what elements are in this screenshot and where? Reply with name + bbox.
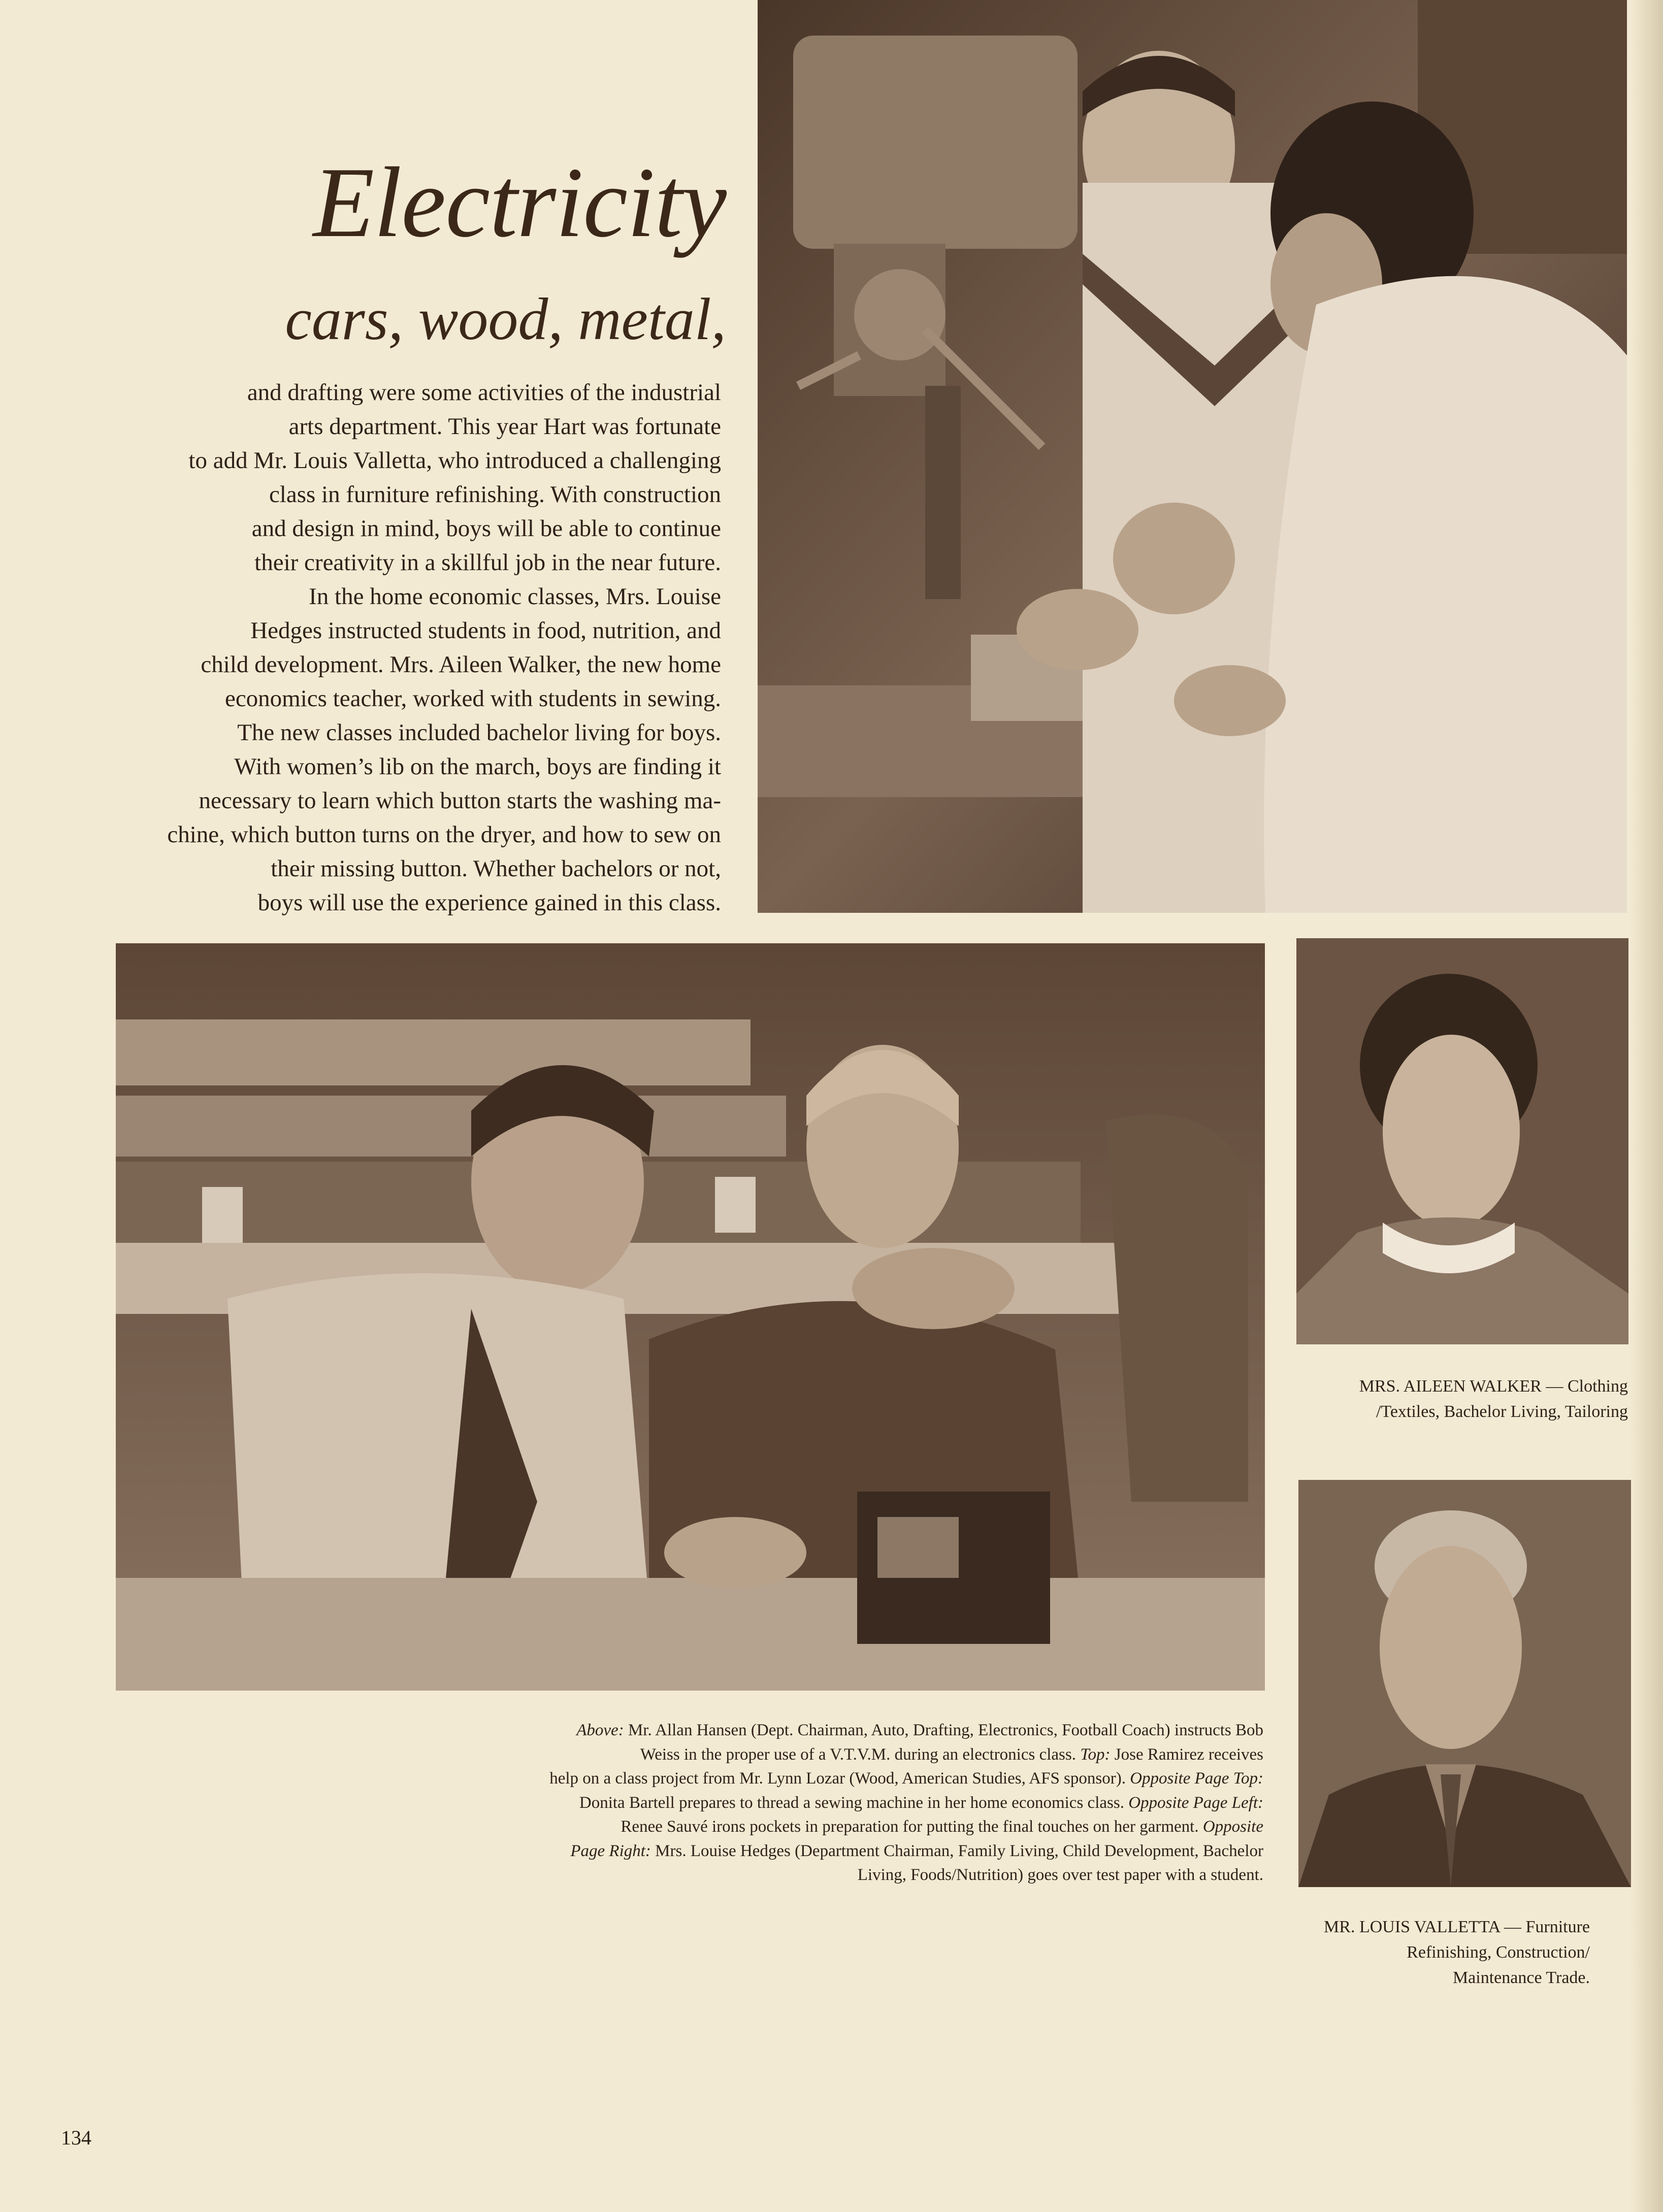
- caption-text: Jose Ramirez receives: [1110, 1745, 1263, 1764]
- caption-text: Weiss in the proper use of a V.T.V.M. during an electronics class.: [640, 1745, 1081, 1764]
- photo-drill-press: [758, 0, 1627, 913]
- body-line: to add Mr. Louis Valletta, who introduced a challenging: [188, 447, 721, 474]
- body-line: and drafting were some activities of the industrial: [247, 379, 721, 406]
- paper-edge: [1630, 0, 1663, 2212]
- portrait-louis-valletta-image: [1298, 1480, 1631, 1887]
- caption-line: [305, 1791, 1263, 1815]
- caption-label: Page Right:: [570, 1841, 651, 1860]
- caption-text: Renee Sauvé irons pockets in preparation for putting the final touches on her garment.: [621, 1818, 1203, 1836]
- caption-label: Top:: [1080, 1745, 1111, 1764]
- caption-text: Mrs. Louise Hedges (Department Chairman, Family Living, Child Development, Bachelor: [650, 1841, 1263, 1860]
- photo-electronics-class: [116, 943, 1265, 1691]
- caption-label: Opposite: [1202, 1818, 1263, 1836]
- body-line: The new classes included bachelor living for boys.: [237, 719, 721, 746]
- photo-drill-press-image: [758, 0, 1627, 913]
- caption-label: Opposite Page Top:: [1130, 1769, 1263, 1788]
- caption-line: [305, 1719, 1263, 1743]
- body-line: chine, which button turns on the dryer, and how to sew on: [167, 821, 721, 848]
- page-subtitle: cars, wood, metal,: [285, 286, 726, 352]
- caption-label: Above:: [576, 1721, 624, 1739]
- body-line: In the home economic classes, Mrs. Louise: [309, 583, 721, 610]
- caption-text: help on a class project from Mr. Lynn Lozar (Wood, American Studies, AFS sponsor).: [549, 1769, 1130, 1788]
- portrait-aileen-walker: [1296, 938, 1628, 1344]
- caption-line: MRS. AILEEN WALKER — Clothing: [1359, 1377, 1628, 1396]
- body-line: necessary to learn which button starts the washing ma-: [199, 787, 721, 814]
- photo-electronics-class-image: [116, 943, 1265, 1691]
- valletta-caption: [1219, 1914, 1590, 1991]
- body-line: boys will use the experience gained in this class.: [257, 889, 721, 916]
- caption-line: [305, 1743, 1263, 1767]
- body-line: their missing button. Whether bachelors or not,: [271, 855, 721, 882]
- caption-line: [305, 1815, 1263, 1839]
- caption-line: [305, 1839, 1263, 1864]
- body-line: Hedges instructed students in food, nutrition, and: [250, 617, 721, 644]
- body-line: class in furniture refinishing. With construction: [269, 481, 721, 508]
- portrait-aileen-walker-image: [1296, 938, 1628, 1344]
- body-line: With women’s lib on the march, boys are finding it: [234, 753, 721, 780]
- body-line: their creativity in a skillful job in the near future.: [254, 549, 721, 576]
- caption-text: Mr. Allan Hansen (Dept. Chairman, Auto, Drafting, Electronics, Football Coach) instructs Bob: [624, 1721, 1263, 1739]
- main-photo-caption: [305, 1719, 1263, 1888]
- portrait-louis-valletta: [1298, 1480, 1631, 1887]
- caption-line: [305, 1863, 1263, 1888]
- body-line: economics teacher, worked with students in sewing.: [224, 685, 721, 712]
- caption-label: Opposite Page Left:: [1128, 1793, 1263, 1812]
- caption-text: Donita Bartell prepares to thread a sewing machine in her home economics class.: [579, 1793, 1129, 1812]
- page-title: Electricity: [313, 147, 726, 258]
- walker-caption: [1219, 1374, 1628, 1425]
- body-line: and design in mind, boys will be able to continue: [251, 515, 721, 542]
- caption-line: MR. LOUIS VALLETTA — Furniture: [1324, 1918, 1590, 1936]
- caption-line: Refinishing, Construction/: [1407, 1943, 1590, 1962]
- page-number: 134: [61, 2126, 91, 2149]
- caption-line: Maintenance Trade.: [1452, 1968, 1590, 1987]
- body-line: child development. Mrs. Aileen Walker, the new home: [201, 651, 721, 678]
- caption-line: /Textiles, Bachelor Living, Tailoring: [1376, 1402, 1628, 1421]
- body-line: arts department. This year Hart was fortunate: [288, 413, 721, 440]
- caption-line: [305, 1767, 1263, 1791]
- caption-text: Living, Foods/Nutrition) goes over test paper with a student.: [857, 1866, 1263, 1884]
- body-text: [76, 376, 721, 920]
